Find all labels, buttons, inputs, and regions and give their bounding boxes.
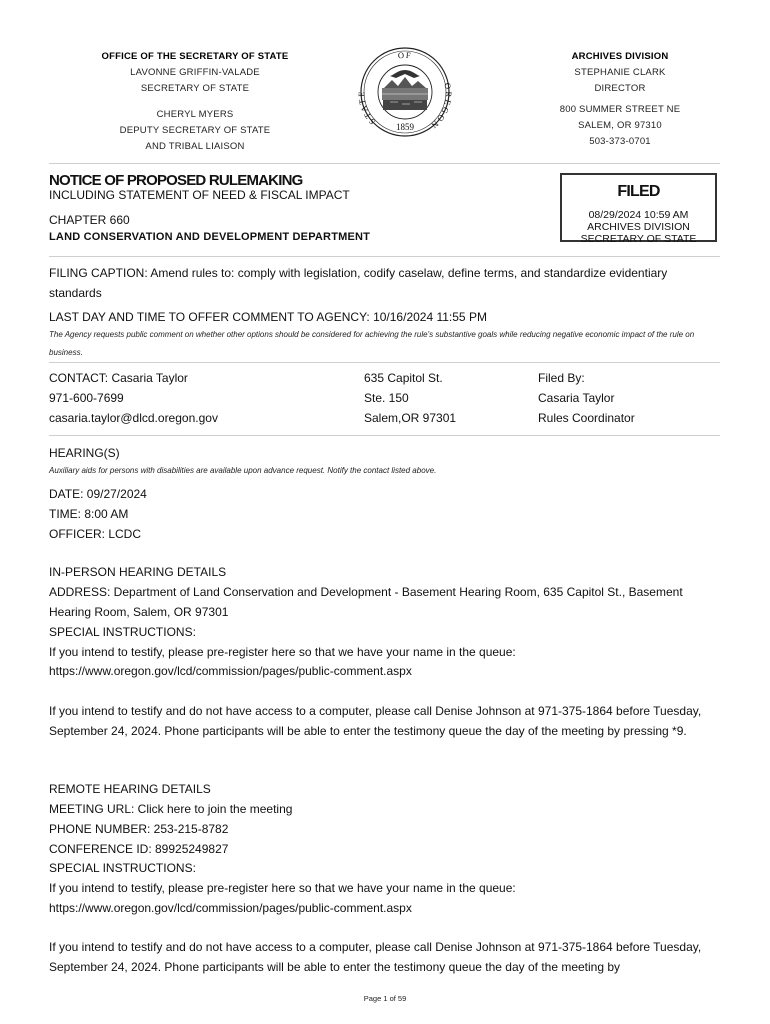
chapter: CHAPTER 660 xyxy=(49,213,130,227)
deputy-title: DEPUTY SECRETARY OF STATE xyxy=(119,125,271,136)
address-line1: 800 SUMMER STREET NE xyxy=(559,104,681,115)
filed-by-name: Casaria Taylor xyxy=(538,391,615,405)
hearing-officer: OFFICER: LCDC xyxy=(49,527,142,541)
contact-email: casaria.taylor@dlcd.oregon.gov xyxy=(49,411,218,425)
street-address: 635 Capitol St. xyxy=(364,371,443,385)
director-name: STEPHANIE CLARK xyxy=(574,67,666,78)
in-person-preregister: If you intend to testify, please pre-register here so that we have your name in the queue: xyxy=(49,645,516,659)
remote-special-label: SPECIAL INSTRUCTIONS: xyxy=(49,861,196,875)
remote-meeting-url[interactable]: MEETING URL: Click here to join the meeting xyxy=(49,802,293,816)
filed-by-label: Filed By: xyxy=(538,371,585,385)
remote-conference-id: CONFERENCE ID: 89925249827 xyxy=(49,842,229,856)
hearing-time: TIME: 8:00 AM xyxy=(49,507,129,521)
deputy-title-line2: AND TRIBAL LIAISON xyxy=(145,141,245,152)
filed-stamp xyxy=(560,173,717,245)
public-comment-note: The Agency requests public comment on whether other options should be considered for achieving the rule's substantive goals while reducing negative economic impact of the rule on business. xyxy=(49,330,695,357)
header-left-block xyxy=(80,49,310,155)
filing-caption: FILING CAPTION: Amend rules to: comply with legislation, codify caselaw, define terms, and standardize evidentiary standards xyxy=(49,266,668,300)
in-person-url[interactable]: https://www.oregon.gov/lcd/commission/pages/public-comment.aspx xyxy=(49,664,412,678)
director-title: DIRECTOR xyxy=(594,83,646,94)
state-seal xyxy=(350,46,460,138)
filed-division: ARCHIVES DIVISION xyxy=(587,221,690,233)
divider xyxy=(49,362,720,363)
filed-office: SECRETARY OF STATE xyxy=(580,233,697,245)
hearings-heading: HEARING(S) xyxy=(49,446,120,460)
secretary-name: LAVONNE GRIFFIN-VALADE xyxy=(130,67,260,78)
in-person-special-label: SPECIAL INSTRUCTIONS: xyxy=(49,625,196,639)
secretary-title: SECRETARY OF STATE xyxy=(140,83,250,94)
suite: Ste. 150 xyxy=(364,391,409,405)
page-number: Page 1 of 59 xyxy=(363,994,407,1003)
filed-datetime: 08/29/2024 10:59 AM xyxy=(588,209,689,221)
svg-text:STATE: STATE xyxy=(356,89,378,127)
svg-text:OREGON: OREGON xyxy=(428,81,454,132)
division-name: ARCHIVES DIVISION xyxy=(571,51,669,62)
divider xyxy=(49,435,720,436)
office-name: OFFICE OF THE SECRETARY OF STATE xyxy=(101,51,289,62)
filed-by-title: Rules Coordinator xyxy=(538,411,635,425)
notice-title: NOTICE OF PROPOSED RULEMAKING xyxy=(49,172,303,189)
remote-preregister: If you intend to testify, please pre-register here so that we have your name in the queue: xyxy=(49,881,516,895)
remote-heading: REMOTE HEARING DETAILS xyxy=(49,782,211,796)
divider xyxy=(49,163,720,164)
hearing-date: DATE: 09/27/2024 xyxy=(49,487,147,501)
header-right-block xyxy=(520,49,720,150)
auxiliary-aids-note: Auxiliary aids for persons with disabilities are available upon advance request. Notify the contact listed above. xyxy=(49,466,437,475)
city-state-zip: Salem,OR 97301 xyxy=(364,411,457,425)
in-person-no-computer: If you intend to testify and do not have access to a computer, please call Denise Johnson at 971-375-1864 before Tuesday, September 24, 2024. Phone participants will be able to enter the testimony queue the day of the meeting by pressing *9. xyxy=(49,704,702,738)
remote-phone: PHONE NUMBER: 253-215-8782 xyxy=(49,822,229,836)
address-column xyxy=(364,368,456,428)
filed-title: FILED xyxy=(617,183,660,200)
seal-year: 1859 xyxy=(396,122,414,132)
contact-name: CONTACT: Casaria Taylor xyxy=(49,371,188,385)
svg-text:OF: OF xyxy=(397,49,413,61)
divider xyxy=(49,256,720,257)
in-person-address: ADDRESS: Department of Land Conservation and Development - Basement Hearing Room, 635 Capitol St., Basement Hearing Room, Salem, OR 97301 xyxy=(49,585,683,619)
contact-phone: 971-600-7699 xyxy=(49,391,124,405)
remote-no-computer: If you intend to testify and do not have access to a computer, please call Denise Johnson at 971-375-1864 before Tuesday, September 24, 2024. Phone participants will be able to enter the testimony queue the day of the meeting by xyxy=(49,940,702,974)
department: LAND CONSERVATION AND DEVELOPMENT DEPARTMENT xyxy=(49,231,371,243)
in-person-heading: IN-PERSON HEARING DETAILS xyxy=(49,565,227,579)
notice-subtitle: INCLUDING STATEMENT OF NEED & FISCAL IMPACT xyxy=(49,188,350,202)
phone-number: 503-373-0701 xyxy=(589,136,651,147)
address-line2: SALEM, OR 97310 xyxy=(578,120,662,131)
filed-by-column xyxy=(538,368,635,428)
last-day-to-comment: LAST DAY AND TIME TO OFFER COMMENT TO AGENCY: 10/16/2024 11:55 PM xyxy=(49,310,487,324)
deputy-name: CHERYL MYERS xyxy=(156,109,234,120)
contact-column xyxy=(49,368,218,428)
remote-url[interactable]: https://www.oregon.gov/lcd/commission/pages/public-comment.aspx xyxy=(49,901,412,915)
